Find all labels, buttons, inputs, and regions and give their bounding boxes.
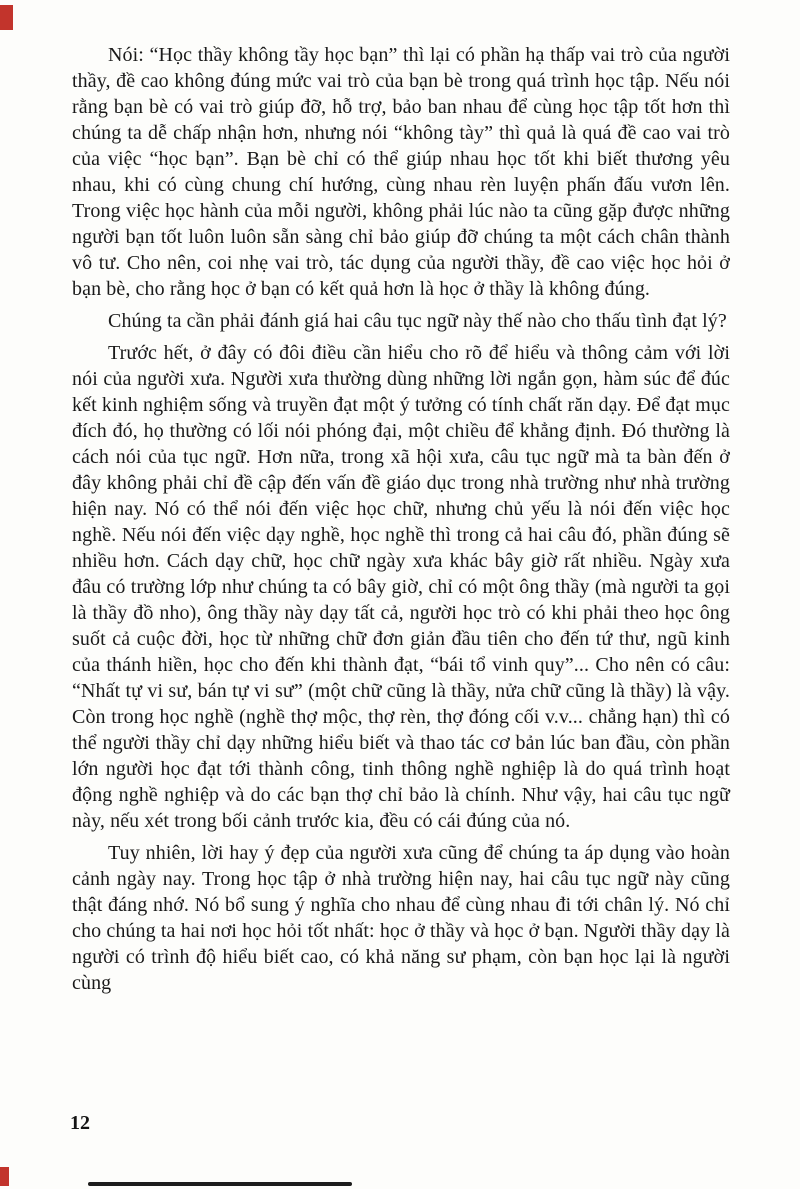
scan-artifact-top-left [0, 5, 13, 30]
scan-edge-line [88, 1182, 352, 1186]
page-number: 12 [70, 1112, 90, 1134]
paragraph: Nói: “Học thầy không tầy học bạn” thì lại có phần hạ thấp vai trò của người thầy, đề cao không đúng mức vai trò của bạn bè trong quá trình học tập. Nếu nói rằng bạn bè có vai trò giúp đỡ, hỗ trợ, bảo ban nhau để cùng học tập tốt hơn thì chúng ta dễ chấp nhận hơn, nhưng nói “không tày” thì quả là quá đề cao vai trò của việc “học bạn”. Bạn bè chỉ có thể giúp nhau học tốt khi biết thương yêu nhau, khi có cùng chung chí hướng, cùng nhau rèn luyện phấn đấu vươn lên. Trong việc học hành của mỗi người, không phải lúc nào ta cũng gặp được những người bạn tốt luôn luôn sẵn sàng chỉ bảo giúp đỡ chúng ta một cách chân thành vô tư. Cho nên, coi nhẹ vai trò, tác dụng của người thầy, đề cao việc học hỏi ở bạn bè, cho rằng học ở bạn có kết quả hơn là học ở thầy là không đúng. [72, 44, 730, 300]
paragraph: Chúng ta cần phải đánh giá hai câu tục ngữ này thế nào cho thấu tình đạt lý? [108, 310, 727, 332]
scan-artifact-bottom-left [0, 1167, 9, 1186]
page-text-block [72, 42, 730, 1002]
paragraph: Trước hết, ở đây có đôi điều cần hiểu cho rõ để hiểu và thông cảm với lời nói của người xưa. Người xưa thường dùng những lời ngắn gọn, hàm súc để đúc kết kinh nghiệm sống và truyền đạt một ý tưởng có tính chất răn dạy. Để đạt mục đích đó, họ thường có lối nói phóng đại, một chiều để khẳng định. Đó thường là cách nói của tục ngữ. Hơn nữa, trong xã hội xưa, câu tục ngữ mà ta bàn đến ở đây không phải chỉ đề cập đến vấn đề giáo dục trong nhà trường như nhà trường hiện nay. Nó có thể nói đến việc học chữ, nhưng chủ yếu là nói đến việc học nghề. Nếu nói đến việc dạy nghề, học nghề thì trong cả hai câu đó, phần đúng sẽ nhiều hơn. Cách dạy chữ, học chữ ngày xưa khác bây giờ rất nhiều. Ngày xưa đâu có trường lớp như chúng ta có bây giờ, chỉ có một ông thầy (mà người ta gọi là thầy đồ nho), ông thầy này dạy tất cả, người học trò có khi phải theo học ông suốt cả cuộc đời, học từ những chữ đơn giản đầu tiên cho đến tứ thư, ngũ kinh của thánh hiền, học cho đến khi thành đạt, “bái tổ vinh quy”... Cho nên có câu: “Nhất tự vi sư, bán tự vi sư” (một chữ cũng là thầy, nửa chữ cũng là thầy) là vậy. Còn trong học nghề (nghề thợ mộc, thợ rèn, thợ đóng cối v.v... chẳng hạn) thì có thể người thầy chỉ dạy những hiểu biết và thao tác cơ bản lúc ban đầu, còn phần lớn người học đạt tới thành công, tinh thông nghề nghiệp là do quá trình hoạt động nghề nghiệp và do các bạn thợ chỉ bảo là chính. Như vậy, hai câu tục ngữ này, nếu xét trong bối cảnh trước kia, đều có cái đúng của nó. [72, 342, 730, 832]
paragraph: Tuy nhiên, lời hay ý đẹp của người xưa cũng để chúng ta áp dụng vào hoàn cảnh ngày nay. Trong học tập ở nhà trường hiện nay, hai câu tục ngữ này cũng thật đáng nhớ. Nó bổ sung ý nghĩa cho nhau để cùng nhau đi tới chân lý. Nó chỉ cho chúng ta hai nơi học hỏi tốt nhất: học ở thầy và học ở bạn. Người thầy dạy là người có trình độ hiểu biết cao, có khả năng sư phạm, còn bạn học lại là người cùng [72, 842, 730, 994]
